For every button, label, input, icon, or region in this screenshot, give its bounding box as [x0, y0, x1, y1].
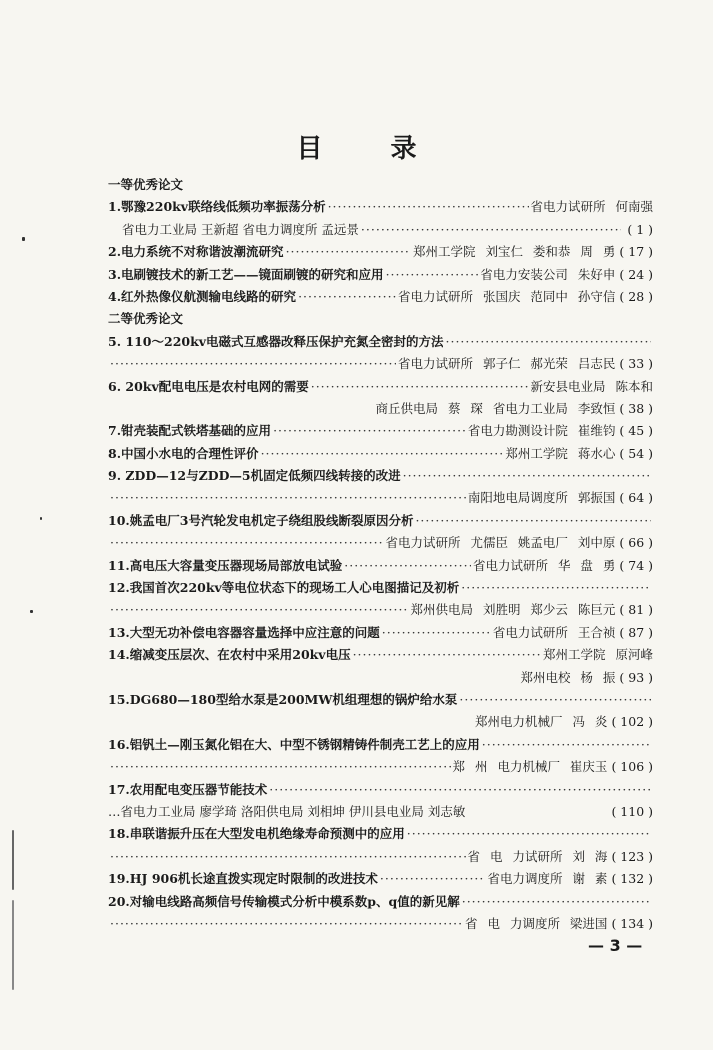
- dot-leader: [482, 734, 651, 756]
- toc-entry: [108, 264, 653, 286]
- dot-leader: [344, 555, 471, 577]
- entry-title: 14.缩减变压层次、在农村中采用20kv电压: [108, 647, 351, 663]
- entry-title: 1.鄂豫220kv联络线低频功率振荡分析: [108, 199, 326, 215]
- entry-page: ( 45 ): [619, 423, 653, 439]
- dot-leader: [110, 846, 466, 868]
- entry-title: 4.红外热像仪航测输电线路的研究: [108, 288, 297, 304]
- dot-leader: [110, 353, 396, 375]
- entry-authors: 郑州工学院 刘宝仁 娄和恭 周 勇: [412, 244, 616, 260]
- toc-entry: [108, 644, 653, 666]
- entry-title: 18.串联谐振升压在大型发电机绝缘寿命预测中的应用: [108, 826, 405, 842]
- entry-authors: 省电力试研所 张国庆 范同中 孙守信: [397, 288, 616, 304]
- toc-entry: [108, 801, 653, 823]
- entry-title: 19.HJ 906机长途直拨实现定时限制的改进技术: [108, 871, 378, 887]
- dot-leader: [286, 241, 411, 263]
- entry-page: ( 54 ): [619, 445, 653, 461]
- dot-leader: [261, 443, 504, 465]
- entry-page: ( 64 ): [619, 490, 653, 506]
- dot-leader: [110, 532, 383, 554]
- toc-entry: [108, 286, 653, 308]
- entry-authors: 省 电 力试研所 刘 海: [467, 848, 608, 864]
- toc-entry: [108, 577, 653, 599]
- entry-authors: 郑 州 电力机械厂 崔庆玉: [452, 759, 608, 775]
- toc-entry: [108, 846, 653, 868]
- dot-leader: [328, 196, 529, 218]
- toc-entry: [108, 756, 653, 778]
- entry-authors: 郑州工学院 蒋水心: [505, 445, 616, 461]
- toc-entry: [108, 331, 653, 353]
- entry-title: 5. 110～220kv电磁式互感器改释压保护充氮全密封的方法: [108, 333, 444, 349]
- entry-authors: 省电力试研所 华 盘 勇: [472, 557, 616, 573]
- entry-page: ( 28 ): [619, 288, 653, 304]
- entry-authors: 省电力试研所 何南强: [530, 199, 653, 215]
- entry-title: 12.我国首次220kv等电位状态下的现场工人心电图描记及初析: [108, 580, 460, 596]
- toc-entry: [108, 891, 653, 913]
- dot-leader: [110, 756, 451, 778]
- title-char-1: 目: [296, 134, 323, 164]
- entry-title: 17.农用配电变压器节能技术: [108, 781, 268, 797]
- title-char-2: 录: [390, 134, 417, 164]
- entry-authors: 省 电 力调度所 梁进国: [465, 915, 608, 931]
- dot-leader: [380, 868, 486, 890]
- entry-authors: 南阳地电局调度所 郭振国: [467, 490, 616, 506]
- scan-speck: [12, 900, 14, 990]
- entry-page: ( 17 ): [619, 244, 653, 260]
- toc-entry: [108, 599, 653, 621]
- toc-entry: [108, 823, 653, 845]
- entry-authors: 省电力试研所 郭子仁 郝光荣 吕志民: [397, 356, 616, 372]
- entry-page: ( 66 ): [619, 535, 653, 551]
- entry-page: ( 38 ): [619, 400, 653, 416]
- toc-entry: [108, 353, 653, 375]
- toc-entry: [108, 196, 653, 218]
- entry-page: ( 87 ): [619, 624, 653, 640]
- entry-authors: 省电力安装公司 朱好申: [480, 266, 616, 282]
- entry-title: 省电力工业局 王新超 省电力调度所 孟远景: [122, 221, 359, 237]
- entry-authors: 新安县电业局 陈本和: [530, 378, 653, 394]
- entry-page: ( 93 ): [619, 669, 653, 685]
- entry-title: 20.对输电线路高频信号传输模式分析中模系数p、q值的新见解: [108, 893, 460, 909]
- entry-title: 8.中国小水电的合理性评价: [108, 445, 259, 461]
- toc-entry: [108, 465, 653, 487]
- entry-authors: 省电力调度所 谢 素: [487, 871, 608, 887]
- dot-leader: [415, 510, 651, 532]
- section-heading: 一等优秀论文: [108, 177, 184, 192]
- dot-leader: [382, 622, 491, 644]
- entry-page: ( 132 ): [611, 871, 653, 887]
- entry-authors: 郑州电校 杨 振: [520, 669, 616, 685]
- toc-entry: [108, 443, 653, 465]
- entry-page: ( 110 ): [611, 803, 653, 819]
- entry-authors: 省电力试研所 王合祯: [492, 624, 616, 640]
- entry-title: 15.DG680—180型给水泵是200MW机组理想的锅炉给水泵: [108, 691, 458, 707]
- entry-page: ( 33 ): [619, 356, 653, 372]
- page-number: — 3 —: [588, 936, 643, 955]
- toc-entry: [108, 711, 653, 733]
- dot-leader: [361, 219, 621, 241]
- dot-leader: [461, 577, 651, 599]
- scan-speck: [40, 517, 42, 520]
- entry-page: ( 1 ): [627, 221, 653, 237]
- entry-title: 11.高电压大容量变压器现场局部放电试验: [108, 557, 343, 573]
- toc-entry: [108, 868, 653, 890]
- entry-page: ( 134 ): [611, 915, 653, 931]
- toc-entry: [108, 420, 653, 442]
- entry-page: ( 106 ): [611, 759, 653, 775]
- entry-title: 13.大型无功补偿电容器容量选择中应注意的问题: [108, 624, 380, 640]
- dot-leader: [110, 913, 463, 935]
- dot-leader: [353, 644, 541, 666]
- dot-leader: [298, 286, 396, 308]
- dot-leader: [311, 376, 529, 398]
- dot-leader: [446, 331, 651, 353]
- toc-entry: [108, 555, 653, 577]
- entry-authors: 商丘供电局 蔡 琛 省电力工业局 李致恒: [375, 400, 616, 416]
- entry-page: ( 123 ): [611, 848, 653, 864]
- scan-speck: [12, 830, 14, 890]
- entry-title: 2.电力系统不对称谐波潮流研究: [108, 244, 284, 260]
- entry-authors: 省电力试研所 尤儒臣 姚孟电厂 刘中原: [385, 535, 616, 551]
- dot-leader: [462, 891, 651, 913]
- entry-page: ( 74 ): [619, 557, 653, 573]
- entry-title: 6. 20kv配电电压是农村电网的需要: [108, 378, 309, 394]
- entry-title: 16.铝钒土—刚玉氮化铝在大、中型不锈钢精铸件制壳工艺上的应用: [108, 736, 480, 752]
- toc-entry: [108, 913, 653, 935]
- dot-leader: [273, 420, 466, 442]
- toc-entry: [108, 241, 653, 263]
- toc-entry: [108, 510, 653, 532]
- entry-authors: 郑州电力机械厂 冯 炎: [474, 714, 608, 730]
- toc-entry: [108, 622, 653, 644]
- table-of-contents: [108, 174, 653, 935]
- dot-leader: [110, 599, 408, 621]
- dot-leader: [110, 487, 466, 509]
- entry-page: ( 81 ): [619, 602, 653, 618]
- entry-authors: 省电力勘测设计院 崔维钧: [467, 423, 616, 439]
- toc-entry: [108, 689, 653, 711]
- entry-title: 10.姚孟电厂3号汽轮发电机定子绕组股线断裂原因分析: [108, 512, 414, 528]
- entry-title: …省电力工业局 廖学琦 洛阳供电局 刘相坤 伊川县电业局 刘志敏: [108, 803, 466, 819]
- dot-leader: [386, 264, 479, 286]
- toc-entry: [108, 398, 653, 420]
- toc-entry: [108, 487, 653, 509]
- dot-leader: [269, 779, 651, 801]
- scan-speck: [30, 610, 33, 613]
- dot-leader: [459, 689, 651, 711]
- entry-title: 9. ZDD—12与ZDD—5机固定低频四线转接的改进: [108, 468, 401, 484]
- toc-entry: [108, 667, 653, 689]
- entry-page: ( 24 ): [619, 266, 653, 282]
- toc-entry: [108, 376, 653, 398]
- entry-authors: 郑州工学院 原河峰: [543, 647, 653, 663]
- entry-authors: 郑州供电局 刘胜明 郑少云 陈巨元: [410, 602, 616, 618]
- dot-leader: [407, 823, 651, 845]
- dot-leader: [403, 465, 651, 487]
- scan-speck: [22, 237, 25, 241]
- entry-title: 3.电刷镀技术的新工艺——镜面刷镀的研究和应用: [108, 266, 384, 282]
- toc-entry: [108, 532, 653, 554]
- toc-entry: [108, 779, 653, 801]
- toc-entry: [108, 734, 653, 756]
- toc-entry: [108, 219, 653, 241]
- section-heading: 二等优秀论文: [108, 311, 184, 327]
- entry-title: 7.钳壳装配式铁塔基础的应用: [108, 423, 272, 439]
- page-title: [0, 128, 713, 165]
- entry-page: ( 102 ): [611, 714, 653, 730]
